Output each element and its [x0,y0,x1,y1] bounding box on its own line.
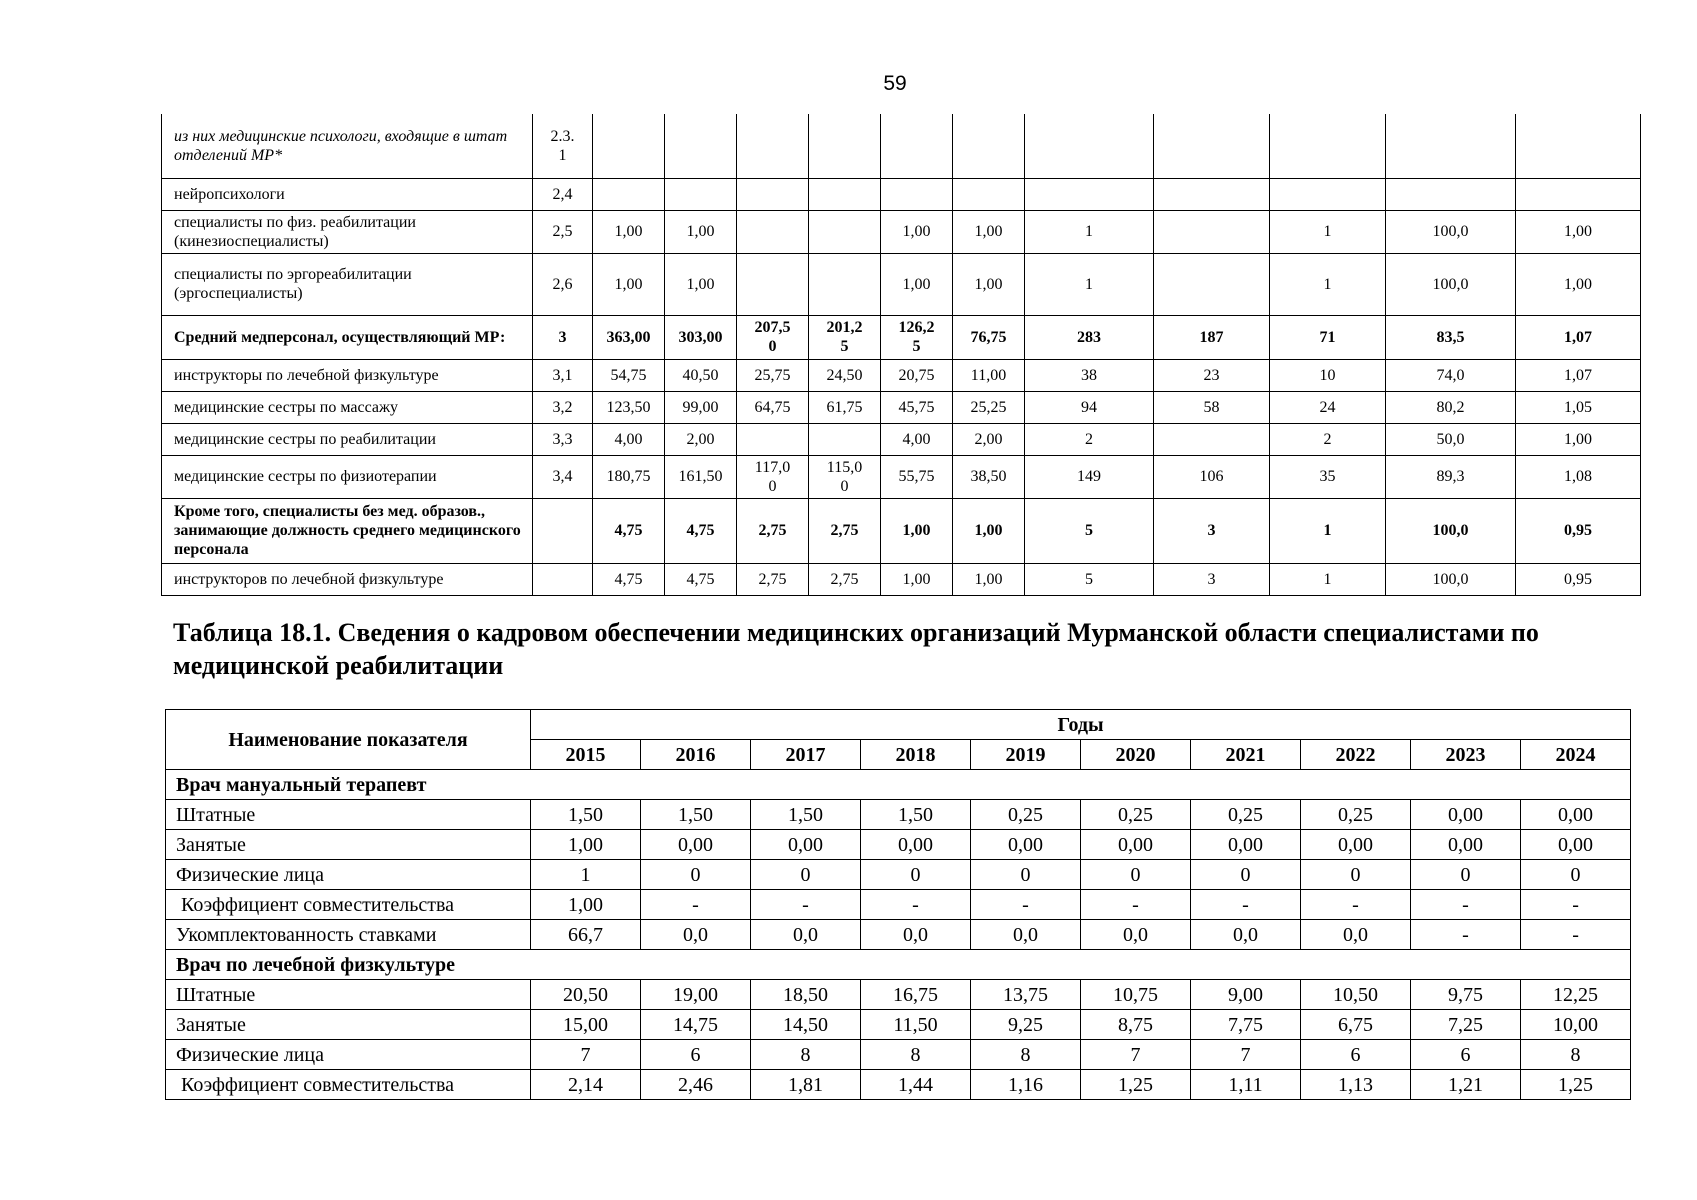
year-header: 2018 [861,740,971,770]
row-label: Коэффициент совместительства [166,1070,531,1100]
year-header: 2015 [531,740,641,770]
table-cell: 126,2 5 [881,315,953,359]
row-name: специалисты по эргореабилитации (эргоспециалисты) [162,253,533,315]
table-cell: 3 [1154,498,1270,563]
table-cell: 1 [1270,563,1386,595]
row-label: Физические лица [166,1040,531,1070]
table-cell: - [1411,920,1521,950]
table-cell: 66,7 [531,920,641,950]
table-cell: 0,95 [1516,563,1641,595]
row-name: медицинские сестры по реабилитации [162,423,533,455]
table-cell: 9,75 [1411,980,1521,1010]
table-cell: 2 [1270,423,1386,455]
table-cell: 0 [971,860,1081,890]
table-cell: 1,21 [1411,1070,1521,1100]
table-cell [1154,114,1270,178]
table-cell: 9,25 [971,1010,1081,1040]
row-code: 3,1 [533,359,593,391]
table-cell: 10 [1270,359,1386,391]
year-header: 2019 [971,740,1081,770]
row-code: 3,4 [533,455,593,498]
table-cell [1386,114,1516,178]
table-cell: 207,5 0 [737,315,809,359]
table-cell: 24,50 [809,359,881,391]
table-cell: 2 [1025,423,1154,455]
table-cell: 1,00 [665,253,737,315]
table-cell [737,423,809,455]
table-cell: 38,50 [953,455,1025,498]
table-row [166,860,1631,890]
table-cell: 24 [1270,391,1386,423]
row-label: Штатные [166,980,531,1010]
table-cell [593,178,665,210]
table-cell [809,114,881,178]
table-cell: 0,00 [1411,830,1521,860]
table-cell: 0,0 [751,920,861,950]
table-cell: 99,00 [665,391,737,423]
table-cell: 1,07 [1516,315,1641,359]
section-row [166,950,1631,980]
table-cell: 16,75 [861,980,971,1010]
staffing-table-continued [161,114,1641,596]
year-header: 2023 [1411,740,1521,770]
row-name: медицинские сестры по физиотерапии [162,455,533,498]
table-cell: 0,0 [861,920,971,950]
row-code: 3,3 [533,423,593,455]
table-row [162,423,1641,455]
table-cell: 0 [861,860,971,890]
table-cell: 117,0 0 [737,455,809,498]
table-row [162,253,1641,315]
table-cell: 2,00 [665,423,737,455]
table-cell: 100,0 [1386,563,1516,595]
table-cell [809,178,881,210]
row-name: медицинские сестры по массажу [162,391,533,423]
table-cell: 1,08 [1516,455,1641,498]
row-name: инструкторов по лечебной физкультуре [162,563,533,595]
table-cell: 1 [1270,210,1386,253]
table-cell: 1,00 [881,563,953,595]
table-row [162,391,1641,423]
table-cell: 1,00 [1516,210,1641,253]
table-cell: 1,00 [531,830,641,860]
table-cell: 83,5 [1386,315,1516,359]
table-cell: 2,00 [953,423,1025,455]
table-cell: 71 [1270,315,1386,359]
table-cell: 0,00 [641,830,751,860]
year-header: 2024 [1521,740,1631,770]
table-cell: 6 [1301,1040,1411,1070]
table-cell [1516,114,1641,178]
row-code [533,498,593,563]
table-cell: 0,00 [971,830,1081,860]
table-cell: 14,50 [751,1010,861,1040]
table-cell: 10,50 [1301,980,1411,1010]
table-cell: 0 [641,860,751,890]
table-cell: 64,75 [737,391,809,423]
table-cell: 0 [1301,860,1411,890]
table-cell: 4,75 [665,563,737,595]
rehab-staffing-table [165,709,1631,1100]
table-cell: - [641,890,751,920]
table-cell: 7 [531,1040,641,1070]
row-name: Средний медперсонал, осуществляющий МР: [162,315,533,359]
table-cell: 0,00 [1191,830,1301,860]
table-cell: 1 [1025,210,1154,253]
row-code: 2.3. 1 [533,114,593,178]
section-title: Врач по лечебной физкультуре [166,950,1631,980]
table-cell: 8 [971,1040,1081,1070]
table-cell: 0,00 [1411,800,1521,830]
table-cell: 15,00 [531,1010,641,1040]
table-cell [881,114,953,178]
table-row [162,114,1641,178]
table-cell [1154,423,1270,455]
table-cell: - [1521,920,1631,950]
table-cell: 20,50 [531,980,641,1010]
table-cell: 0,95 [1516,498,1641,563]
table-cell: 94 [1025,391,1154,423]
table-row [166,920,1631,950]
table-cell: 1,00 [531,890,641,920]
table-cell: 1,44 [861,1070,971,1100]
table-cell: 10,00 [1521,1010,1631,1040]
table-cell: 100,0 [1386,498,1516,563]
table-cell: 1,00 [881,210,953,253]
table-cell: 3 [1154,563,1270,595]
table-cell: 7 [1081,1040,1191,1070]
table-cell: 0,0 [1301,920,1411,950]
table-cell: 58 [1154,391,1270,423]
row-label: Укомплектованность ставками [166,920,531,950]
table-cell: 2,14 [531,1070,641,1100]
table-cell [953,114,1025,178]
table-cell: - [861,890,971,920]
table-cell: 0,0 [971,920,1081,950]
table-cell: 23 [1154,359,1270,391]
table-cell: 0,00 [1521,800,1631,830]
table-cell: 74,0 [1386,359,1516,391]
table-cell: 14,75 [641,1010,751,1040]
table-cell: 10,75 [1081,980,1191,1010]
table-cell: 1,00 [953,563,1025,595]
table-cell: 6 [641,1040,751,1070]
table-cell: 25,75 [737,359,809,391]
table-cell: 1,00 [665,210,737,253]
table-cell: 123,50 [593,391,665,423]
row-name: нейропсихологи [162,178,533,210]
table-cell: 4,75 [665,498,737,563]
table-cell: 0,25 [971,800,1081,830]
table-cell: 0,00 [1521,830,1631,860]
table-cell: 40,50 [665,359,737,391]
table-cell: 61,75 [809,391,881,423]
row-code [533,563,593,595]
table-cell: 0 [1081,860,1191,890]
table-cell [737,210,809,253]
table-row [162,210,1641,253]
page-number: 59 [883,72,907,95]
year-header: 2017 [751,740,861,770]
table-cell: 4,00 [881,423,953,455]
row-name: инструкторы по лечебной физкультуре [162,359,533,391]
table-row [166,800,1631,830]
year-header: 2021 [1191,740,1301,770]
table-cell [1386,178,1516,210]
table-cell: 303,00 [665,315,737,359]
table-cell: 1,00 [953,253,1025,315]
table-cell: 0,25 [1301,800,1411,830]
table-cell: - [1521,890,1631,920]
table-cell [665,114,737,178]
table-cell [665,178,737,210]
row-label: Занятые [166,830,531,860]
table-cell: 0,25 [1191,800,1301,830]
table-cell: 5 [1025,563,1154,595]
table-cell: 1,81 [751,1070,861,1100]
table-row [162,563,1641,595]
table-cell: 1,50 [861,800,971,830]
table-cell: 0,25 [1081,800,1191,830]
table-cell: 1 [1025,253,1154,315]
table-cell: 35 [1270,455,1386,498]
table-cell: 0 [1191,860,1301,890]
table-cell: 8 [861,1040,971,1070]
table-cell: 80,2 [1386,391,1516,423]
row-name: специалисты по физ. реабилитации (кинезиоспециалисты) [162,210,533,253]
year-header: 2016 [641,740,751,770]
table-row [162,359,1641,391]
table-cell: 76,75 [953,315,1025,359]
table-cell: 11,50 [861,1010,971,1040]
table-cell: 100,0 [1386,210,1516,253]
table-cell: 2,75 [737,563,809,595]
table-cell: 4,75 [593,498,665,563]
table-cell [1025,178,1154,210]
table-cell [809,253,881,315]
row-code: 3 [533,315,593,359]
table-cell: 7,75 [1191,1010,1301,1040]
table-row [166,1070,1631,1100]
row-label: Штатные [166,800,531,830]
table-cell: 2,75 [809,563,881,595]
table-cell: 0,0 [1191,920,1301,950]
table-cell: 12,25 [1521,980,1631,1010]
table-cell: - [1411,890,1521,920]
table-row [162,455,1641,498]
table-cell [737,253,809,315]
table-cell: 1,05 [1516,391,1641,423]
table-cell: 6,75 [1301,1010,1411,1040]
table-cell: 1,00 [593,253,665,315]
table-cell [1154,253,1270,315]
table-cell: 7 [1191,1040,1301,1070]
table-cell: 7,25 [1411,1010,1521,1040]
table-cell: 0,00 [861,830,971,860]
table-cell: 1,11 [1191,1070,1301,1100]
table-cell: 1,25 [1081,1070,1191,1100]
years-group-header: Годы [531,710,1631,740]
table-cell [809,210,881,253]
table-cell: 89,3 [1386,455,1516,498]
year-header: 2020 [1081,740,1191,770]
table-cell: 0,0 [1081,920,1191,950]
table-title: Таблица 18.1. Сведения о кадровом обеспечении медицинских организаций Мурманской области специалистами по медицинской реабилитации [173,618,1539,680]
table-cell [1516,178,1641,210]
table-row [162,315,1641,359]
table-cell: 100,0 [1386,253,1516,315]
table-cell [1154,210,1270,253]
table-cell: 11,00 [953,359,1025,391]
table-cell: 363,00 [593,315,665,359]
table-cell: 1,50 [641,800,751,830]
table-cell: 25,25 [953,391,1025,423]
table-cell: 0,00 [1081,830,1191,860]
table-cell: 45,75 [881,391,953,423]
table-cell: - [1191,890,1301,920]
table-cell [1154,178,1270,210]
table-cell: 1,00 [953,498,1025,563]
table-row [166,980,1631,1010]
table-cell: 4,00 [593,423,665,455]
table-cell: 0 [1521,860,1631,890]
section-title: Врач мануальный терапевт [166,770,1631,800]
table-cell: 1,50 [751,800,861,830]
row-code: 2,5 [533,210,593,253]
table-cell: 8,75 [1081,1010,1191,1040]
table-cell: 18,50 [751,980,861,1010]
table-cell: 2,75 [809,498,881,563]
table-cell [1270,114,1386,178]
table-cell: 1,25 [1521,1070,1631,1100]
table-cell [737,178,809,210]
table-cell: 0,00 [751,830,861,860]
indicator-column-header: Наименование показателя [166,710,531,770]
row-code: 3,2 [533,391,593,423]
table-cell [737,114,809,178]
table-cell: 50,0 [1386,423,1516,455]
table-cell: 201,2 5 [809,315,881,359]
table-cell: 55,75 [881,455,953,498]
table-cell: 149 [1025,455,1154,498]
table-cell: 1 [531,860,641,890]
table-row [162,498,1641,563]
row-code: 2,4 [533,178,593,210]
row-label: Занятые [166,1010,531,1040]
row-label: Физические лица [166,860,531,890]
table-cell: 161,50 [665,455,737,498]
table-cell: 54,75 [593,359,665,391]
table-cell: 2,46 [641,1070,751,1100]
table-cell: 19,00 [641,980,751,1010]
row-label: Коэффициент совместительства [166,890,531,920]
table-cell: - [1081,890,1191,920]
table-cell: 187 [1154,315,1270,359]
table-cell: 1,00 [1516,253,1641,315]
table-cell: 1,50 [531,800,641,830]
table-cell: 106 [1154,455,1270,498]
table-cell: 5 [1025,498,1154,563]
table-cell: 13,75 [971,980,1081,1010]
table-row [166,1040,1631,1070]
year-header: 2022 [1301,740,1411,770]
table-cell: 4,75 [593,563,665,595]
table-cell: 8 [1521,1040,1631,1070]
table-cell: 6 [1411,1040,1521,1070]
table-cell: 9,00 [1191,980,1301,1010]
table-cell: 1,00 [593,210,665,253]
table-cell [809,423,881,455]
table-cell: 1,00 [1516,423,1641,455]
table-row [166,1010,1631,1040]
table-cell: - [1301,890,1411,920]
table-cell: 115,0 0 [809,455,881,498]
table-cell: - [971,890,1081,920]
table-cell: 283 [1025,315,1154,359]
table-cell: 180,75 [593,455,665,498]
table-cell [1270,178,1386,210]
table-cell [593,114,665,178]
table-row [166,830,1631,860]
table-cell: 1,16 [971,1070,1081,1100]
table-cell [1025,114,1154,178]
row-name: Кроме того, специалисты без мед. образов., занимающие должность среднего медицинского персонала [162,498,533,563]
table-cell: 0 [751,860,861,890]
table-cell: - [751,890,861,920]
table-cell: 20,75 [881,359,953,391]
row-code: 2,6 [533,253,593,315]
table-cell: 1,00 [881,253,953,315]
table-cell: 8 [751,1040,861,1070]
table-cell: 0,00 [1301,830,1411,860]
table-cell: 1,07 [1516,359,1641,391]
table-cell: 0 [1411,860,1521,890]
row-name: из них медицинские психологи, входящие в штат отделений МР* [162,114,533,178]
table-row [162,178,1641,210]
table-cell: 0,0 [641,920,751,950]
table-cell [881,178,953,210]
section-row [166,770,1631,800]
table-cell [953,178,1025,210]
table-row [166,890,1631,920]
table-cell: 38 [1025,359,1154,391]
table-cell: 1,13 [1301,1070,1411,1100]
table-cell: 1,00 [953,210,1025,253]
table-cell: 1 [1270,253,1386,315]
table-cell: 2,75 [737,498,809,563]
table-cell: 1 [1270,498,1386,563]
table-cell: 1,00 [881,498,953,563]
